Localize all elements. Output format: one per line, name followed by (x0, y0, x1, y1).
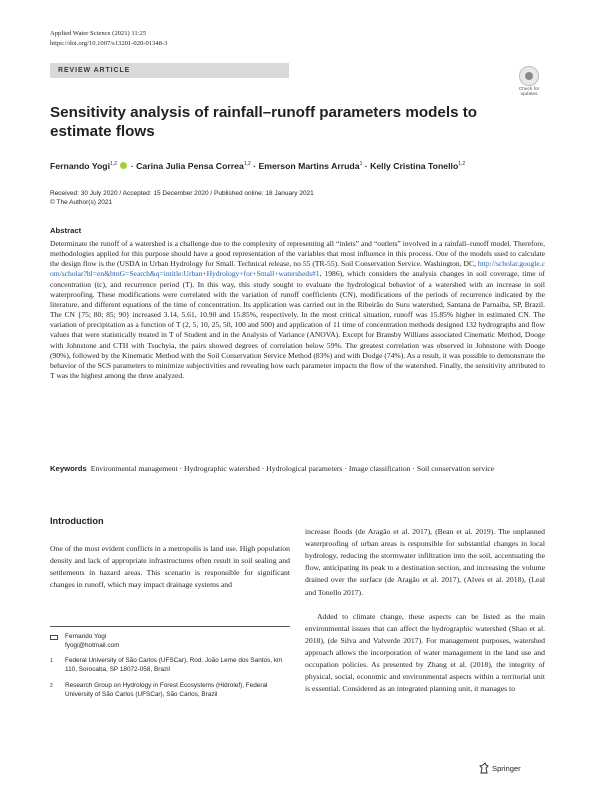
affiliation-text: Research Group on Hydrology in Forest Ecosystems (Hidrolef), Federal University of São Carlos (UFSCar), São Carlos, Brazil (65, 681, 268, 698)
abstract-text (50, 239, 545, 381)
affiliation-mark: 1 (50, 658, 53, 665)
introduction-heading: Introduction (50, 516, 104, 526)
intro-right-column (305, 514, 545, 708)
author-name[interactable]: Fernando Yogi (50, 161, 111, 171)
author-name[interactable]: Emerson Martins Arruda (258, 161, 360, 171)
orcid-icon[interactable] (120, 162, 127, 169)
keywords (50, 463, 545, 474)
intro-paragraph: Added to climate change, these aspects can be listed as the main environmental issues that can affect the hydrographic watershed (Shao et al. 2018), (de Silva and Valverde 2017). For management purposes, watershed approach allows the incorporation of water management in the land use and occupation policies. As presented by Zhang et al. (2018), the integrity of physical, social, economic and environmental aspects within a territorial unit is essential. Considered as an integrated planning unit, it manages to (305, 611, 545, 694)
author-affiliation: 1,2 (458, 161, 466, 167)
affiliation-mark: 2 (50, 682, 53, 689)
intro-paragraph: increase floods (de Aragão et al. 2017), (Bean et al. 2019). The unplanned waterproofing of urban areas is responsible for substantial changes in local hydrology, reducing the stormwater infiltration into the soil, accentuating the flow, anticipating its peak to a destination section, and increasing the volume drained over the surface (de Aragão et al. 2017), (Alves et al. 2018), (Leal and Tonello 2017). (305, 527, 545, 597)
abstract-part-1: Determinate the runoff of a watershed is a challenge due to the complexity of representing all “inlets” and “outlets” involved in a rainfall–runoff model. Therefore, methodologies applied for this purpose should have a good representation of the variables that most influence in this process. One of the models used to calculate the design flow is the (USDA in Urban Hydrology for Small. Technical release, no 55 (TR-55). Soil Conservation Service. Washington, DC, (50, 239, 545, 269)
keywords-list: Environmental management · Hydrographic watershed · Hydrological parameters · Image classification · Soil conservation service (90, 464, 495, 473)
author-affiliation: 1 (359, 161, 363, 167)
abstract-heading: Abstract (50, 226, 82, 235)
author-affiliation: 1,2 (243, 161, 251, 167)
publisher-name: Springer (492, 764, 521, 773)
footnotes (50, 633, 290, 706)
abstract-part-2: , 1986), which considers the analysis changes in soil coverage, time of concentration (tc), and recurrence period (T). In this way, this study sought to evaluate the hydrological behavior of a watershed with an increase in soil waterproofing. These modifications were correlated with the variation of runoff coefficients (CN), modifications of the periods of recurrence indicated by the literature, and different equations of the time of concentration. Its application was carried out in the Ribeirão do Suru watershed, Santana de Parnaíba, SP, Brazil. The CN {75; 80; 85; 90} increased 3.14, 5.61, 10.90 and 15.85%, respectively. In the most critical situation, runoff was 15.85% higher in estimated CN. The variation of precipitation as a function of T (2, 5, 10, 25, 50, 100 and 500) and application of 11 time of concentration methods designed 132 hydrographs and flow values that were statistically treated in T of Student and in the Analysis of Variance (ANOVA). Except for Bransby Willians associated Cinematic Method, Dooge with Johnstone and CTH with Tsuchyia, the pairs showed degrees of correlation below 59%. The greatest correlation was observed in Johnstone with Dooge (90%), followed by the Kinematic Method with the Soil Conservation Service Method (83%) and with Dodge (74%). As a result, it was possible to demonstrate the behavior of the SCS parameters to minimize subjectivities and revealing how each parameter impacts the flow of the watershed. Finally, the sensitivity attributed to T was the highest among the three analyzed. (50, 269, 545, 381)
envelope-icon (50, 635, 58, 640)
corresponding-name: Fernando Yogi (65, 633, 107, 640)
check-updates-line1: Check for (518, 87, 540, 92)
affiliation-2 (50, 682, 290, 699)
corresponding-author (50, 633, 290, 650)
footnote-divider (50, 626, 290, 627)
affiliation-text: Federal University of São Carlos (UFSCar), Rod. João Leme dos Santos, km 110, Sorocaba, SP 18072-058, Brazil (65, 657, 283, 674)
check-updates-line2: updates (520, 92, 538, 98)
doi-link[interactable]: https://doi.org/10.1007/s13201-020-01348-3 (50, 39, 168, 47)
check-updates-icon (519, 66, 539, 86)
publication-dates (50, 189, 314, 207)
check-for-updates-badge[interactable] (512, 66, 546, 96)
article-type-bar: REVIEW ARTICLE (50, 63, 289, 78)
copyright-line: © The Author(s) 2021 (50, 199, 113, 206)
affiliation-1 (50, 657, 290, 674)
author-list: Fernando Yogi$^{1,2}$ · Carina Julia Pensa Correa$^{1,2}$ · Emerson Martins Arruda$^1$ · Kelly Cristina Tonello$^{1,2}$ (50, 161, 466, 171)
author-name[interactable]: Carina Julia Pensa Correa (136, 161, 244, 171)
article-title: Sensitivity analysis of rainfall–runoff parameters models to estimate flows (50, 104, 478, 140)
publisher-logo (478, 762, 521, 774)
keywords-label: Keywords (50, 464, 87, 473)
intro-left-column: One of the most evident conflicts in a metropolis is land use. High population density and lack of appropriate infrastructures often result in soil sealing and settlements in hazard areas. This scenario is responsible for significant changes in runoff, which may impact drainage systems and (50, 544, 290, 590)
corresponding-email[interactable]: fyogi@hotmail.com (65, 641, 120, 649)
scholar-link[interactable]: http://scholar.google.com/scholar?hl=en&btnG=Search&q=intitle:Urban+Hydrology+for+Small+watersheds#1 (50, 259, 545, 279)
received-accepted-published: Received: 30 July 2020 / Accepted: 15 December 2020 / Published online: 18 January 2021 (50, 190, 314, 197)
author-name[interactable]: Kelly Cristina Tonello (370, 161, 459, 171)
springer-horse-icon (478, 762, 490, 774)
author-affiliation: 1,2 (110, 161, 117, 167)
journal-header (50, 29, 167, 48)
journal-citation: Applied Water Science (2021) 11:25 (50, 30, 147, 37)
